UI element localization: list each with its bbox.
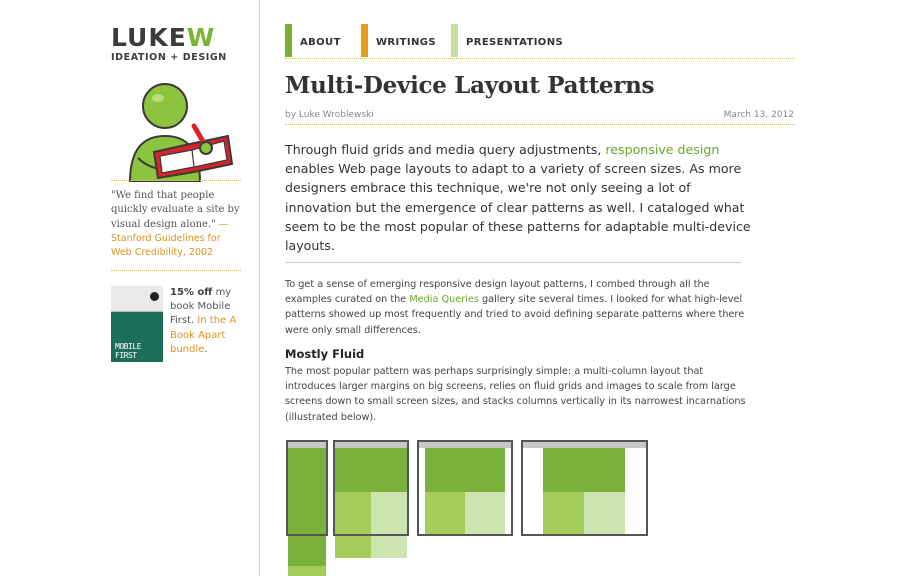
sidebar-divider [111,180,241,181]
quote-source-link[interactable]: —Stanford Guidelines for Web Credibility, 2002 [111,218,229,259]
nav-presentations[interactable]: PRESENTATIONS [451,24,571,57]
section-heading: Mostly Fluid [285,347,365,361]
book-bundle-link[interactable]: In the A Book Apart bundle [170,315,237,355]
article-lead: Through fluid grids and media query adjustments, responsive design enables Web page layouts to adapt to a variety of screen sizes. As more designers embrace this technique, we're not only seeing a lot of innovation but the emergence of clear patterns as well. I cataloged what seem to be the most popular of these patterns for adaptable multi-device layouts. [285,142,751,254]
nav-about[interactable]: ABOUT [285,24,355,57]
site-logo[interactable]: LUKEW IDEATION + DESIGN [111,23,227,63]
mobile-first-book-cover[interactable]: MOBILE FIRST [111,286,163,362]
mostly-fluid-diagram [286,440,650,576]
book-promo: 15% off my book Mobile First. In the A Book Apart bundle. [170,287,237,355]
article-paragraph: The most popular pattern was perhaps surprisingly simple: a multi-column layout that introduces larger margins on big screens, relies on fluid grids and images to scale from large screens down to small screen sizes, and stacks columns vertically in its narrowest incarnations (illustrated below). [285,366,746,423]
sidebar [0,0,260,576]
book-apart-logo-icon [150,292,159,301]
sidebar-divider [111,270,241,271]
lead-divider [285,262,741,263]
byline-divider [285,124,795,125]
nav-divider [285,58,795,59]
article-title: Multi-Device Layout Patterns [285,72,655,99]
sidebar-quote: "We find that people quickly evaluate a site by visual design alone." —Stanford Guidelines for Web Credibility, 2002 [111,190,240,259]
nav-writings[interactable]: WRITINGS [361,24,446,57]
article-date: March 13, 2012 [723,110,794,120]
media-queries-link[interactable]: Media Queries [409,294,479,306]
mascot-reading-illustration [108,78,238,182]
responsive-design-link[interactable]: responsive design [605,142,720,157]
article-paragraph: To get a sense of emerging responsive design layout patterns, I combed through all the examples curated on the Media Queries gallery site several times. I looked for what high-level patterns showed up most frequently and tried to avoid defining separate patterns where there were only small differences. [285,279,745,336]
article-byline: by Luke Wroblewski [285,110,374,120]
